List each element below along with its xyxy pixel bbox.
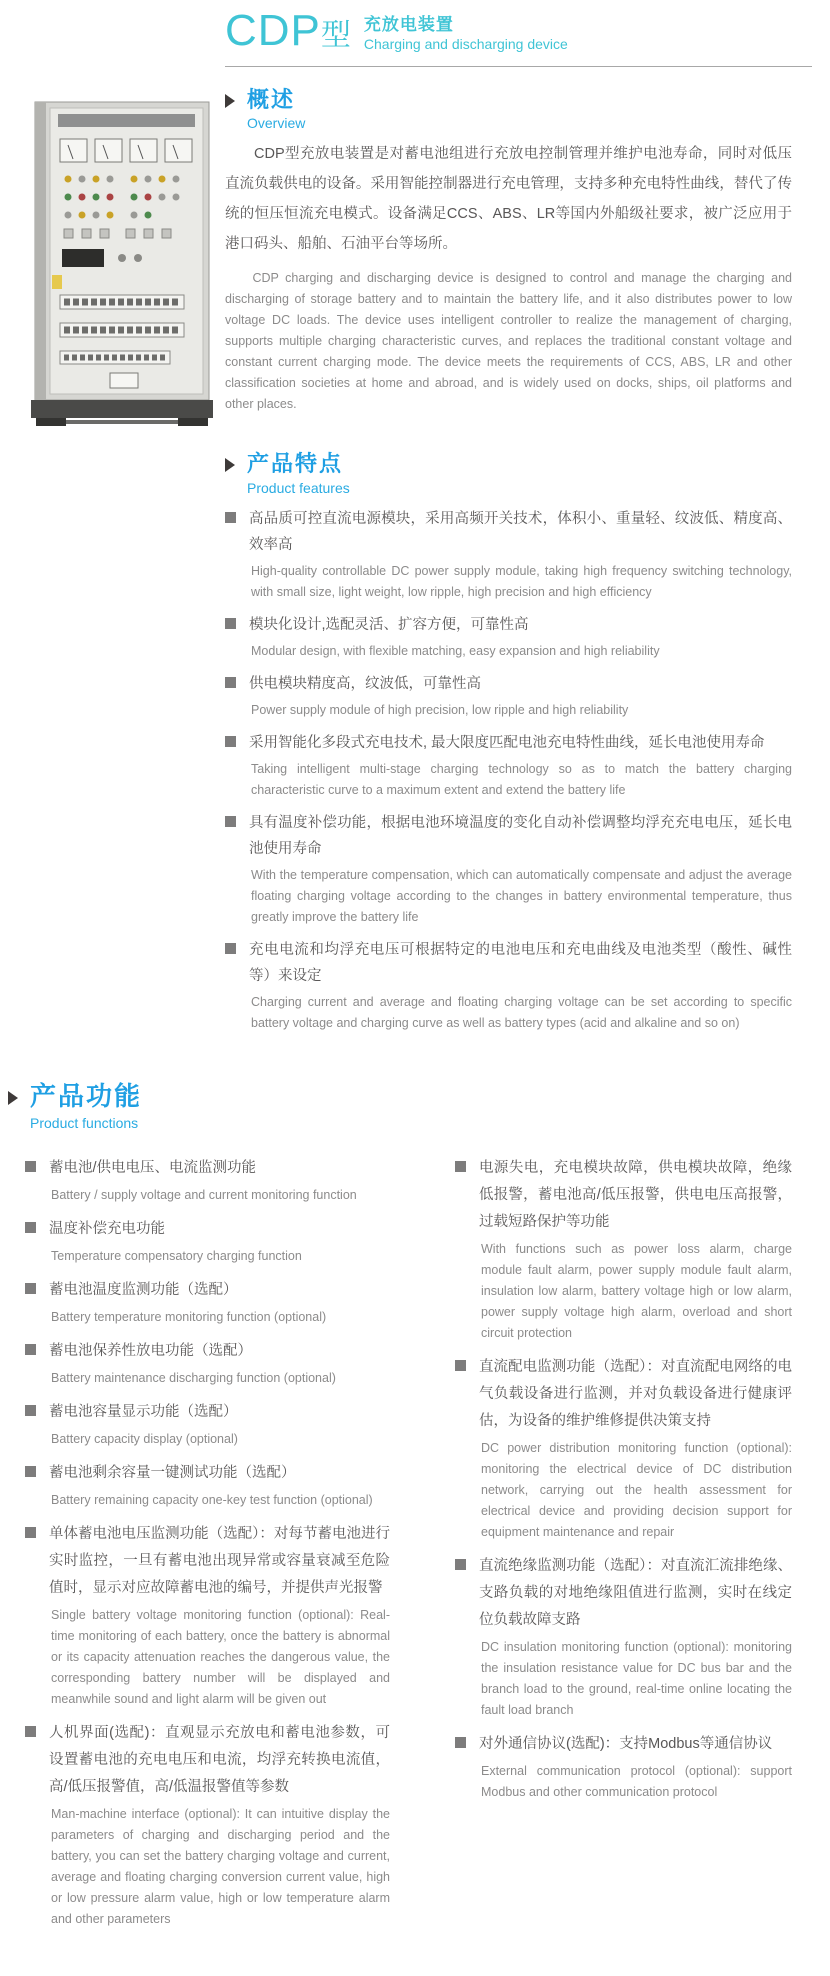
functions-heading-en: Product functions: [30, 1114, 139, 1131]
function-item: [25, 1155, 390, 1206]
bullet-square-icon: [225, 677, 236, 688]
feature-text-en: Taking intelligent multi-stage charging technology so as to match the battery charging characteristic curve to a maximum extent and extend the battery life: [251, 761, 792, 797]
bullet-square-icon: [225, 618, 236, 629]
model-suffix: 型: [320, 19, 352, 52]
bullet-square-icon: [455, 1161, 466, 1172]
feature-text-zh: 供电模块精度高，纹波低，可靠性高: [249, 675, 481, 692]
feature-item: [225, 671, 792, 721]
function-text-en: Temperature compensatory charging function: [51, 1248, 302, 1263]
features-heading-zh: 产品特点: [247, 451, 344, 477]
function-text-en: Battery capacity display (optional): [51, 1431, 238, 1446]
bullet-square-icon: [25, 1161, 36, 1172]
overview-paragraph-en: CDP charging and discharging device is designed to control and manage the charging and discharging of storage battery and to maintain the battery life, and it also distributes power to low voltage DC loads. The device uses intelligent controller to realize the management of charging, supports multiple charging characteristic curves, and replaces the traditional constant voltage and constant current charging mode. The device meets the requirements of CCS, ABS, LR and other classification societies at home and abroad, and is widely used on docks, ships, oil platforms and other places.: [225, 271, 792, 412]
features-list: [225, 506, 792, 1034]
feature-item: [225, 730, 792, 801]
functions-section: [0, 1082, 830, 1976]
cabinet-shadow: [66, 420, 178, 424]
product-subtitle: [364, 10, 568, 54]
subtitle-en: Charging and discharging device: [363, 36, 568, 53]
functions-column-right: [455, 1145, 792, 1930]
cabinet-illustration: [30, 97, 215, 432]
cabinet-foot: [178, 418, 208, 426]
features-heading: [247, 451, 350, 495]
feature-text-zh: 采用智能化多段式充电技术, 最大限度匹配电池充电特性曲线，延长电池使用寿命: [249, 734, 765, 751]
function-item: [25, 1720, 390, 1930]
feature-item: [225, 612, 792, 662]
function-text-zh: 蓄电池容量显示功能（选配）: [49, 1403, 238, 1420]
function-item: [25, 1399, 390, 1450]
function-text-zh: 对外通信协议(选配)：支持Modbus等通信协议: [479, 1735, 773, 1752]
features-section-header: [225, 451, 792, 495]
bullet-square-icon: [25, 1527, 36, 1538]
function-text-zh: 温度补偿充电功能: [49, 1220, 165, 1237]
function-text-en: DC insulation monitoring function (optional): monitoring the insulation resistance value for DC bus bar and the branch load to the ground, real-time online locating the fault load branch: [481, 1639, 792, 1717]
features-section: [225, 451, 792, 1033]
bullet-square-icon: [25, 1726, 36, 1737]
function-item: [455, 1553, 792, 1721]
cabinet-bottom-meter: [110, 373, 138, 388]
function-item: [25, 1216, 390, 1267]
function-item: [25, 1460, 390, 1511]
feature-item: [225, 937, 792, 1034]
subtitle-zh: 充放电装置: [363, 15, 454, 35]
function-text-zh: 直流绝缘监测功能（选配）：对直流汇流排绝缘、支路负载的对地绝缘阻值进行监测，实时在线定位负载故障支路: [479, 1557, 792, 1628]
cabinet-terminal-strips: [60, 295, 184, 364]
function-item: [25, 1521, 390, 1710]
cabinet-knob: [118, 254, 126, 262]
bullet-square-icon: [225, 943, 236, 954]
bullet-square-icon: [455, 1360, 466, 1371]
function-text-en: External communication protocol (optional): support Modbus and other communication protocol: [481, 1763, 792, 1799]
function-text-en: Battery maintenance discharging function (optional): [51, 1370, 336, 1385]
function-item: [455, 1731, 792, 1803]
feature-text-en: High-quality controllable DC power supply module, taking high frequency switching technology, with small size, light weight, low ripple, high precision and high efficiency: [251, 563, 792, 599]
bullet-square-icon: [455, 1737, 466, 1748]
functions-column-left: [25, 1145, 390, 1930]
function-text-en: Man-machine interface (optional): It can intuitive display the parameters of charging and discharging period and the battery, you can set the battery charging voltage and current, average and floating charging conversion current value, high or low pressure alarm value, high or low temperature alarm and other parameters: [51, 1806, 390, 1926]
function-text-en: Battery temperature monitoring function (optional): [51, 1309, 327, 1324]
product-cabinet-image: [30, 97, 215, 432]
model-latin: CDP: [225, 6, 321, 55]
bullet-square-icon: [25, 1405, 36, 1416]
function-text-en: DC power distribution monitoring function (optional): monitoring the electrical device of DC distribution network, carrying out the health assessment for electrical device and providing decision support for equipment maintenance and repair: [481, 1440, 792, 1539]
bullet-square-icon: [25, 1283, 36, 1294]
bullet-square-icon: [25, 1222, 36, 1233]
functions-columns: [8, 1145, 792, 1930]
feature-item: [225, 506, 792, 603]
function-text-zh: 蓄电池剩余容量一键测试功能（选配）: [49, 1464, 296, 1481]
cabinet-yellow-label: [52, 275, 62, 289]
functions-heading-zh: 产品功能: [30, 1080, 143, 1111]
bullet-square-icon: [225, 512, 236, 523]
feature-text-zh: 高品质可控直流电源模块，采用高频开关技术，体积小、重量轻、纹波低、精度高、效率高: [249, 510, 792, 553]
feature-item: [225, 810, 792, 928]
function-item: [455, 1354, 792, 1543]
cabinet-vent: [58, 114, 195, 127]
function-item: [25, 1338, 390, 1389]
page-header: [0, 0, 830, 67]
functions-section-header: [8, 1082, 792, 1131]
top-layout: [0, 67, 830, 1034]
function-text-zh: 蓄电池保养性放电功能（选配）: [49, 1342, 252, 1359]
feature-text-en: Modular design, with flexible matching, easy expansion and high reliability: [251, 643, 660, 658]
function-text-en: Single battery voltage monitoring function (optional): Real-time monitoring of each battery, once the battery is abnormal or its capacity attenuation reaches the dangerous value, the corresponding battery number will be displayed and meanwhile sound and light alarm will be given out: [51, 1607, 390, 1706]
feature-text-zh: 具有温度补偿功能，根据电池环境温度的变化自动补偿调整均浮充充电电压，延长电池使用寿命: [249, 814, 792, 857]
function-text-zh: 单体蓄电池电压监测功能（选配）：对每节蓄电池进行实时监控，一旦有蓄电池出现异常或容量衰减至危险值时，显示对应故障蓄电池的编号，并提供声光报警: [49, 1525, 390, 1596]
features-heading-en: Product features: [247, 479, 350, 496]
bullet-square-icon: [455, 1559, 466, 1570]
function-text-zh: 蓄电池/供电电压、电流监测功能: [49, 1159, 257, 1176]
feature-text-en: Charging current and average and floating charging voltage can be set according to specific battery voltage and charging curve as well as battery types (acid and alkaline and so on): [251, 994, 792, 1030]
function-text-en: With functions such as power loss alarm, charge module fault alarm, power supply module fault alarm, insulation low alarm, battery voltage high or low alarm, power supply voltage high alarm, overload and short circuit protection: [481, 1241, 792, 1340]
function-text-zh: 蓄电池温度监测功能（选配）: [49, 1281, 238, 1298]
bullet-square-icon: [25, 1344, 36, 1355]
function-text-en: Battery / supply voltage and current monitoring function: [51, 1187, 357, 1202]
cabinet-knob: [134, 254, 142, 262]
bullet-square-icon: [225, 816, 236, 827]
cabinet-foot: [36, 418, 66, 426]
feature-text-zh: 充电电流和均浮充电压可根据特定的电池电压和充电曲线及电池类型（酸性、碱性等）来设定: [249, 941, 792, 984]
product-model-title: [225, 8, 352, 54]
product-photo-column: [0, 67, 225, 1034]
cabinet-side: [35, 102, 46, 400]
function-text-zh: 人机界面(选配)：直观显示充放电和蓄电池参数，可设置蓄电池的充电电压和电流，均浮充转换电流值，高/低压报警值，高/低温报警值等参数: [49, 1724, 390, 1795]
function-text-zh: 电源失电，充电模块故障，供电模块故障，绝缘低报警，蓄电池高/低压报警，供电电压高报警，过载短路保护等功能: [479, 1159, 792, 1230]
bullet-square-icon: [25, 1466, 36, 1477]
functions-heading: [30, 1082, 142, 1131]
function-item: [455, 1155, 792, 1344]
overview-heading-en: Overview: [247, 115, 306, 132]
overview-heading-zh: 概述: [247, 87, 296, 113]
overview-section-header: [225, 87, 792, 131]
overview-paragraph-zh: CDP型充放电装置是对蓄电池组进行充放电控制管理并维护电池寿命，同时对低压直流负载供电的设备。采用智能控制器进行充电管理，支持多种充电特性曲线，替代了传统的恒压恒流充电模式。设备满足CCS、ABS、LR等国内外船级社要求，被广泛应用于港口码头、船舶、石油平台等场所。: [225, 146, 792, 253]
cabinet-base: [31, 400, 213, 418]
content-column: [225, 67, 792, 1034]
feature-text-en: With the temperature compensation, which can automatically compensate and adjust the average floating charging voltage according to the changes in battery environmental temperature, thus greatly improve the battery life: [251, 867, 792, 924]
feature-text-en: Power supply module of high precision, low ripple and high reliability: [251, 702, 629, 717]
title-block: [225, 8, 830, 54]
function-text-zh: 直流配电监测功能（选配）：对直流配电网络的电气负载设备进行监测，并对负载设备进行健康评估，为设备的维护维修提供决策支持: [479, 1358, 792, 1429]
bullet-square-icon: [225, 736, 236, 747]
function-item: [25, 1277, 390, 1328]
overview-heading: [247, 87, 305, 131]
section-arrow-icon: [225, 94, 235, 108]
section-arrow-icon: [8, 1091, 18, 1105]
cabinet-display: [62, 249, 104, 267]
feature-text-zh: 模块化设计,选配灵活、扩容方便，可靠性高: [249, 616, 529, 633]
section-arrow-icon: [225, 458, 235, 472]
function-text-en: Battery remaining capacity one-key test function (optional): [51, 1492, 373, 1507]
